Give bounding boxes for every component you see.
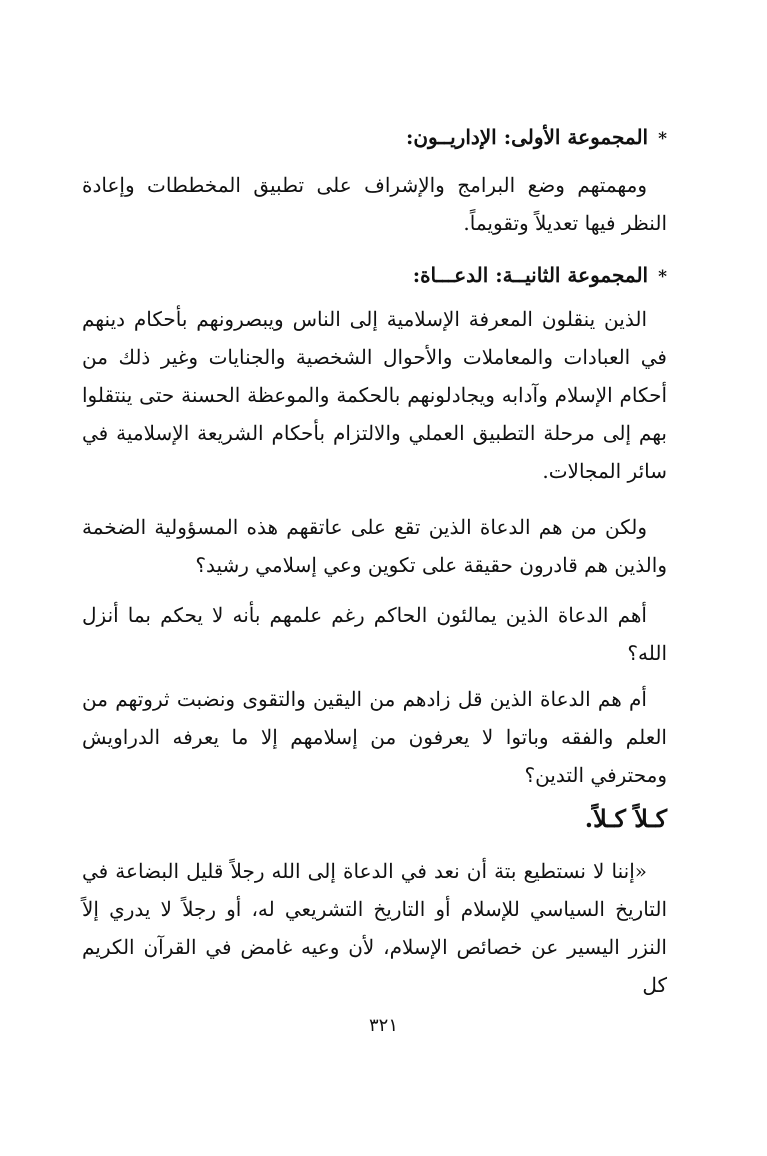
question-paragraph-2: أهم الدعاة الذين يمالئون الحاكم رغم علمهم بأنه لا يحكم بما أنزل الله؟ [82, 603, 667, 665]
question-paragraph-3: أم هم الدعاة الذين قل زادهم من اليقين والتقوى ونضبت ثروتهم من العلم والفقه وباتوا لا يعرفون من إسلامهم إلا ما يعرفه الدراويش ومحترفي التدين؟ [82, 687, 667, 787]
administrators-paragraph: ومهمتهم وضع البرامج والإشراف على تطبيق المخططات وإعادة النظر فيها تعديلاً وتقويماً. [82, 173, 667, 235]
preachers-paragraph: الذين ينقلون المعرفة الإسلامية إلى الناس ويبصرونهم بأحكام دينهم في العبادات والمعاملات والأحوال الشخصية والجنايات وغير ذلك من أحكام الإسلام وآدابه ويجادلونهم بالحكمة والموعظة الحسنة حتى ينتقلوا بهم إلى مرحلة التطبيق العملي والالتزام بأحكام الشريعة الإسلامية في سائر المجالات. [82, 307, 667, 483]
section-heading-text: المجموعة الثانيــة: الدعـــاة: [412, 263, 649, 287]
section-heading-text: المجموعة الأولى: الإداريــون: [405, 125, 649, 149]
emphatic-statement: كـلاً كـلاً. [584, 804, 667, 833]
section-heading-preachers [413, 260, 667, 292]
section-heading-administrators [406, 122, 667, 154]
bullet-star: * [658, 267, 667, 287]
quote-paragraph: «إننا لا نستطيع بتة أن نعد في الدعاة إلى الله رجلاً قليل البضاعة في التاريخ السياسي للإسلام أو التاريخ التشريعي له، أو رجلاً لا يدري إلاً النزر اليسير عن خصائص الإسلام، لأن وعيه غامض في القرآن الكريم كل [82, 859, 667, 997]
page-number: ٣٢١ [368, 1015, 398, 1036]
question-paragraph-1: ولكن من هم الدعاة الذين تقع على عاتقهم هذه المسؤولية الضخمة والذين هم قادرون حقيقة على تكوين وعي إسلامي رشيد؟ [82, 515, 667, 577]
bullet-star: * [658, 129, 667, 149]
